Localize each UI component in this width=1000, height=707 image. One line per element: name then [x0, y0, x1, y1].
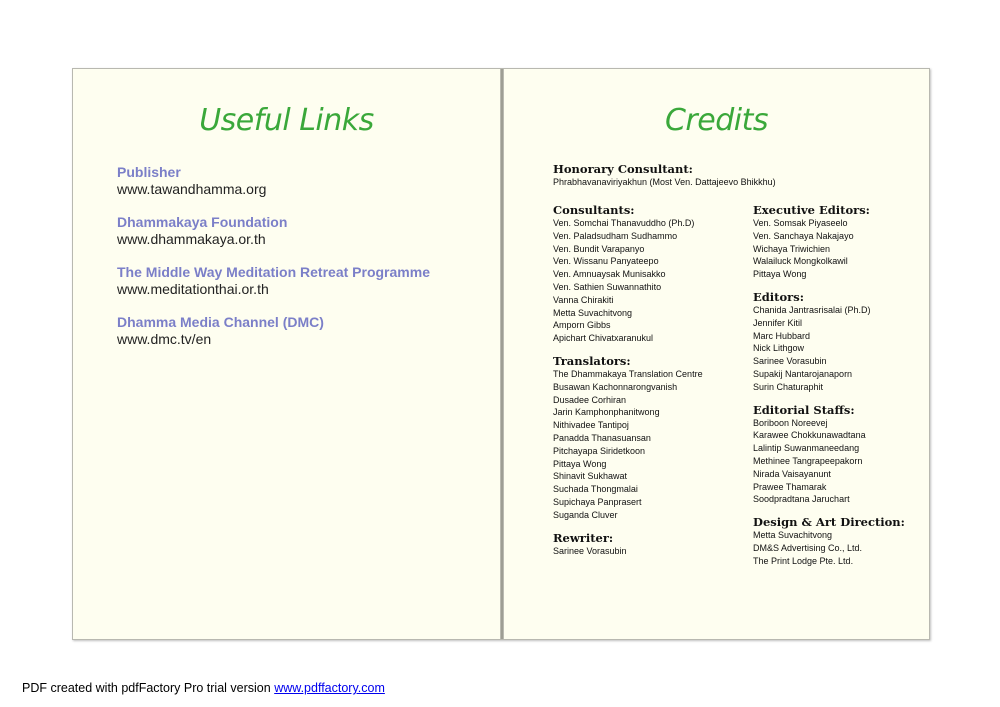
credit-name: Ven. Somsak Piyaseelo	[753, 218, 848, 228]
section-title: Honorary Consultant:	[553, 162, 693, 176]
useful-links-list	[117, 164, 497, 364]
link-name: Dhammakaya Foundation	[117, 214, 288, 230]
honorary-consultant-section	[553, 162, 923, 189]
credit-name: The Print Lodge Pte. Ltd.	[753, 555, 854, 566]
link-block	[117, 264, 497, 298]
credit-name: Sarinee Vorasubin	[553, 545, 627, 556]
credit-name: Metta Suvachitvong	[553, 307, 633, 318]
credit-name: Suganda Cluver	[553, 509, 618, 520]
credits-page	[504, 69, 929, 639]
pdffactory-link[interactable]: www.pdffactory.com	[274, 681, 385, 695]
names-list	[553, 176, 923, 189]
credit-name: Sarinee Vorasubin	[753, 356, 827, 367]
section-title: Design & Art Direction:	[753, 515, 905, 530]
credit-name: Vanna Chirakiti	[553, 294, 614, 305]
link-block	[117, 164, 497, 198]
credit-name: Panadda Thanasuansan	[553, 432, 651, 443]
credit-name: Pitchayapa Siridetkoon	[553, 445, 646, 456]
credit-name: Marc Hubbard	[753, 330, 811, 341]
credit-name: Suchada Thongmalai	[553, 484, 638, 495]
credit-name: Apichart Chivatxaranukul	[553, 333, 654, 344]
credit-name: Pittaya Wong	[553, 458, 607, 469]
names-list	[753, 529, 929, 567]
footer-text: PDF created with pdfFactory Pro trial version	[22, 681, 275, 695]
credit-name: Surin Chaturaphit	[753, 381, 824, 392]
credit-name: Pittaya Wong	[753, 269, 807, 280]
section-title: Translators:	[553, 353, 631, 368]
credits-column-right	[753, 203, 929, 577]
credit-name: DM&S Advertising Co., Ltd.	[753, 542, 863, 553]
names-list	[553, 368, 753, 522]
credit-name: Ven. Sathien Suwannathito	[553, 281, 662, 292]
useful-links-page	[73, 69, 500, 639]
credit-name: Busawan Kachonnarongvanish	[553, 381, 678, 392]
credit-name: Nithivadee Tantipoj	[553, 420, 629, 431]
credit-name: Soodpradtana Jaruchart	[753, 494, 850, 505]
credit-name: Chanida Jantrasrisalai (Ph.D)	[753, 304, 871, 315]
credit-name: Walailuck Mongkolkawil	[753, 256, 848, 267]
credit-name: Metta Suvachitvong	[753, 530, 833, 541]
credit-section	[553, 531, 753, 558]
credit-name: Boriboon Noreevej	[753, 417, 828, 428]
names-list	[753, 304, 929, 394]
section-title: Rewriter:	[553, 530, 614, 545]
pdf-footer	[22, 681, 385, 695]
names-list	[753, 217, 929, 281]
credit-name: Ven. Bundit Varapanyo	[553, 243, 645, 254]
credit-name: Ven. Amnuaysak Munisakko	[553, 269, 666, 280]
credit-name: Karawee Chokkunawadtana	[753, 430, 866, 441]
credit-name: Nick Lithgow	[753, 343, 805, 354]
credit-section	[753, 290, 929, 394]
credit-section	[753, 203, 929, 281]
credit-name: Prawee Thamarak	[753, 481, 827, 492]
credit-name: Ven. Sanchaya Nakajayo	[753, 230, 854, 241]
link-url: www.dmc.tv/en	[117, 331, 212, 347]
credit-name: Supichaya Panprasert	[553, 496, 642, 507]
credit-name: Phrabhavanaviriyakhun (Most Ven. Dattajeevo Bhikkhu)	[553, 177, 776, 187]
link-url: www.tawandhamma.org	[117, 181, 267, 197]
section-title: Consultants:	[553, 203, 635, 217]
useful-links-title: Useful Links	[199, 103, 374, 138]
names-list	[553, 217, 753, 345]
credit-name: Ven. Somchai Thanavuddho (Ph.D)	[553, 218, 695, 228]
section-title: Executive Editors:	[753, 203, 870, 217]
link-block	[117, 214, 497, 248]
credit-name: Nirada Vaisayanunt	[753, 468, 831, 479]
credits-title: Credits	[664, 103, 768, 138]
link-name: Publisher	[117, 164, 181, 180]
credit-section	[553, 203, 753, 345]
book-spread	[72, 68, 930, 640]
credit-name: Methinee Tangrapeepakorn	[753, 455, 863, 466]
credit-section	[753, 515, 929, 567]
section-title: Editorial Staffs:	[753, 402, 855, 417]
credit-name: Ven. Paladsudham Sudhammo	[553, 230, 678, 241]
credit-name: Supakij Nantarojanaporn	[753, 368, 853, 379]
credit-section	[753, 403, 929, 507]
link-name: The Middle Way Meditation Retreat Programme	[117, 264, 430, 280]
credit-section	[553, 354, 753, 522]
names-list	[553, 545, 753, 558]
link-block	[117, 314, 497, 348]
credits-column-left	[553, 203, 753, 566]
section-title: Editors:	[753, 289, 804, 304]
credit-name: Wichaya Triwichien	[753, 243, 831, 254]
credit-name: The Dhammakaya Translation Centre	[553, 368, 703, 379]
link-name: Dhamma Media Channel (DMC)	[117, 314, 324, 330]
credit-name: Jarin Kamphonphanitwong	[553, 407, 660, 418]
credit-name: Lalintip Suwanmaneedang	[753, 443, 860, 454]
credit-name: Jennifer Kitil	[753, 317, 803, 328]
credit-name: Ven. Wissanu Panyateepo	[553, 256, 659, 267]
credit-name: Amporn Gibbs	[553, 320, 611, 331]
credit-name: Dusadee Corhiran	[553, 394, 627, 405]
credit-name: Shinavit Sukhawat	[553, 471, 628, 482]
link-url: www.dhammakaya.or.th	[117, 231, 266, 247]
names-list	[753, 417, 929, 507]
link-url: www.meditationthai.or.th	[117, 281, 269, 297]
